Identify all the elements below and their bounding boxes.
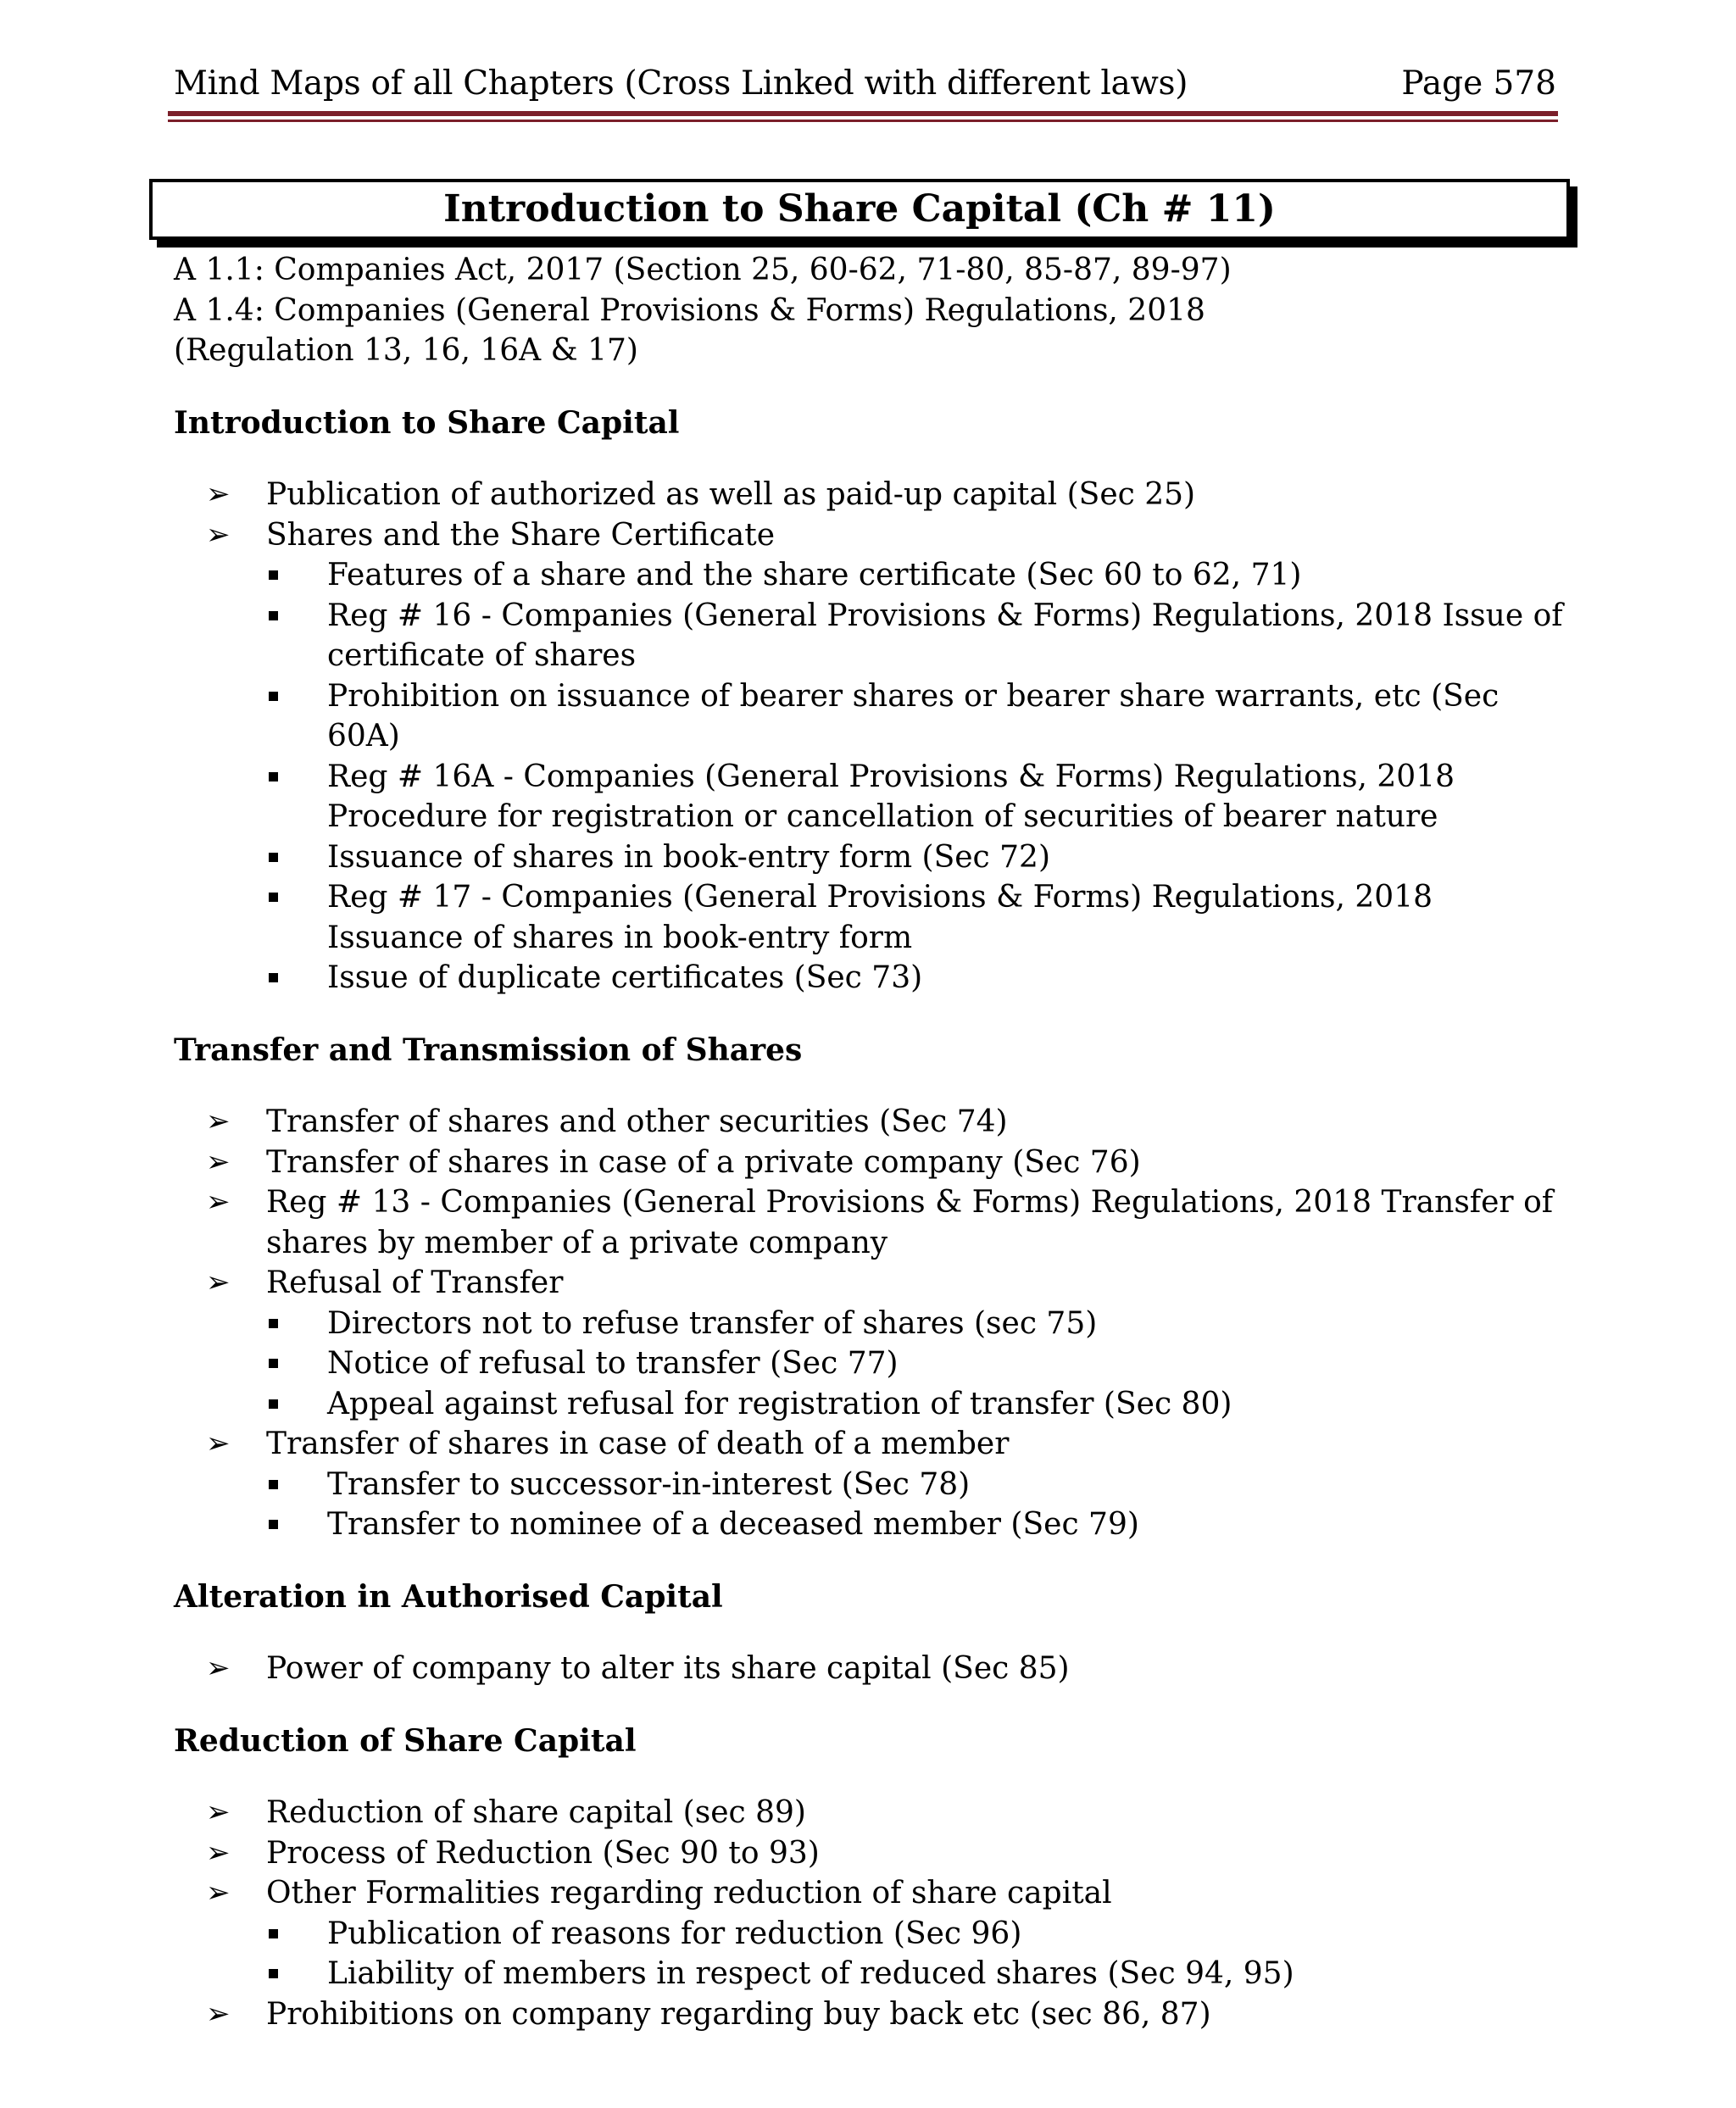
sub-list-item-text: Reg # 17 - Companies (General Provisions & Forms) Regulations, 2018 Issuance of shares in book-entry form <box>327 880 1433 955</box>
list-item <box>174 1833 1564 1874</box>
list-item-text: Transfer of shares and other securities (Sec 74) <box>266 1104 1008 1139</box>
arrow-bullet-icon: ➢ <box>206 1651 231 1685</box>
arrow-bullet-icon: ➢ <box>206 1795 231 1829</box>
list-item-text: Other Formalities regarding reduction of share capital <box>266 1876 1112 1911</box>
sub-list-item <box>174 555 1564 596</box>
section-heading: Alteration in Authorised Capital <box>174 1578 723 1615</box>
bullet-list <box>174 1649 1564 1689</box>
section-heading: Introduction to Share Capital <box>174 404 680 441</box>
list-item <box>174 1102 1564 1143</box>
square-bullet-icon <box>269 570 278 580</box>
list-item-text: Reg # 13 - Companies (General Provisions & Forms) Regulations, 2018 Transfer of shares by member of a private company <box>266 1185 1554 1260</box>
sub-list-item <box>174 676 1564 757</box>
square-bullet-icon <box>269 853 278 862</box>
sub-list-item <box>174 1465 1564 1505</box>
bullet-list <box>174 1793 1564 2034</box>
section <box>174 403 1564 998</box>
sub-list-item <box>174 757 1564 837</box>
list-item <box>174 1793 1564 1833</box>
square-bullet-icon <box>269 1399 278 1409</box>
arrow-bullet-icon: ➢ <box>206 1185 231 1219</box>
arrow-bullet-icon: ➢ <box>206 1104 231 1138</box>
square-bullet-icon <box>269 1480 278 1489</box>
section-heading: Reduction of Share Capital <box>174 1722 637 1759</box>
square-bullet-icon <box>269 692 278 701</box>
list-item <box>174 475 1564 515</box>
list-item-text: Transfer of shares in case of a private company (Sec 76) <box>266 1144 1141 1180</box>
bullet-list <box>174 1102 1564 1545</box>
references <box>174 250 1564 371</box>
arrow-bullet-icon: ➢ <box>206 1876 231 1910</box>
sub-bullet-list <box>266 555 1564 998</box>
list-item-text: Prohibitions on company regarding buy back etc (sec 86, 87) <box>266 1996 1211 2032</box>
reference-line: A 1.4: Companies (General Provisions & Forms) Regulations, 2018 <box>174 292 1205 328</box>
section <box>174 1577 1564 1689</box>
list-item <box>174 1649 1564 1689</box>
square-bullet-icon <box>269 1929 278 1938</box>
sub-list-item-text: Liability of members in respect of reduced shares (Sec 94, 95) <box>327 1956 1294 1991</box>
list-item-text: Process of Reduction (Sec 90 to 93) <box>266 1835 820 1871</box>
arrow-bullet-icon: ➢ <box>206 1144 231 1179</box>
sub-list-item <box>174 1914 1564 1955</box>
sub-list-item-text: Features of a share and the share certificate (Sec 60 to 62, 71) <box>327 558 1302 592</box>
header-rule-thin <box>168 120 1558 122</box>
sub-list-item <box>174 1505 1564 1545</box>
reference-line: A 1.1: Companies Act, 2017 (Section 25, 60-62, 71-80, 85-87, 89-97) <box>174 253 1232 287</box>
list-item-text: Publication of authorized as well as paid-up capital (Sec 25) <box>266 477 1196 512</box>
list-item-text: Refusal of Transfer <box>266 1265 564 1300</box>
arrow-bullet-icon: ➢ <box>206 1427 231 1460</box>
square-bullet-icon <box>269 772 278 781</box>
sub-list-item-text: Prohibition on issuance of bearer shares or bearer share warrants, etc (Sec 60A) <box>327 678 1500 754</box>
sub-list-item-text: Reg # 16A - Companies (General Provisions & Forms) Regulations, 2018 Procedure for registration or cancellation of securities of bearer nature <box>327 759 1455 834</box>
arrow-bullet-icon: ➢ <box>206 477 231 511</box>
sub-list-item <box>174 1384 1564 1425</box>
list-item-text: Reduction of share capital (sec 89) <box>266 1795 806 1830</box>
section <box>174 1721 1564 2035</box>
page-number: Page 578 <box>1401 64 1556 103</box>
square-bullet-icon <box>269 1969 278 1978</box>
list-item <box>174 1143 1564 1183</box>
sub-bullet-list <box>266 1914 1564 1994</box>
sub-list-item-text: Reg # 16 - Companies (General Provisions & Forms) Regulations, 2018 Issue of certificate of shares <box>327 598 1563 673</box>
sub-list-item <box>174 877 1564 958</box>
header-rule-thick <box>168 111 1558 116</box>
list-item <box>174 1994 1564 2035</box>
sub-list-item <box>174 1304 1564 1344</box>
sub-list-item-text: Issue of duplicate certificates (Sec 73) <box>327 960 923 995</box>
list-item <box>174 1424 1564 1545</box>
list-item-text: Transfer of shares in case of death of a member <box>266 1427 1010 1461</box>
sub-list-item <box>174 958 1564 998</box>
sub-list-item-text: Publication of reasons for reduction (Sec 96) <box>327 1916 1022 1951</box>
arrow-bullet-icon: ➢ <box>206 1265 231 1299</box>
square-bullet-icon <box>269 1359 278 1368</box>
arrow-bullet-icon: ➢ <box>206 1835 231 1870</box>
list-item <box>174 515 1564 998</box>
section <box>174 1031 1564 1545</box>
sub-list-item-text: Transfer to successor-in-interest (Sec 78) <box>327 1466 971 1502</box>
sub-list-item <box>174 837 1564 878</box>
sub-list-item-text: Notice of refusal to transfer (Sec 77) <box>327 1346 899 1381</box>
sub-list-item-text: Directors not to refuse transfer of shares (sec 75) <box>327 1305 1098 1341</box>
sub-list-item-text: Issuance of shares in book-entry form (Sec 72) <box>327 839 1050 875</box>
sub-bullet-list <box>266 1465 1564 1545</box>
sub-list-item <box>174 596 1564 676</box>
square-bullet-icon <box>269 893 278 902</box>
sub-list-item-text: Transfer to nominee of a deceased member (Sec 79) <box>327 1507 1139 1542</box>
reference-line: (Regulation 13, 16, 16A & 17) <box>174 333 638 368</box>
list-item-text: Shares and the Share Certificate <box>266 517 775 553</box>
header-title: Mind Maps of all Chapters (Cross Linked with different laws) <box>174 64 1188 103</box>
list-item <box>174 1263 1564 1424</box>
list-item <box>174 1182 1564 1263</box>
arrow-bullet-icon: ➢ <box>206 517 231 552</box>
section-heading: Transfer and Transmission of Shares <box>174 1032 803 1068</box>
square-bullet-icon <box>269 1319 278 1328</box>
square-bullet-icon <box>269 973 278 982</box>
square-bullet-icon <box>269 1520 278 1529</box>
chapter-title-box <box>149 179 1570 240</box>
list-item-text: Power of company to alter its share capital (Sec 85) <box>266 1651 1070 1686</box>
sub-list-item <box>174 1954 1564 1994</box>
sub-list-item-text: Appeal against refusal for registration of transfer (Sec 80) <box>327 1386 1232 1421</box>
sections <box>174 403 1564 2035</box>
list-item <box>174 1873 1564 1994</box>
arrow-bullet-icon: ➢ <box>206 1996 231 2031</box>
sub-list-item <box>174 1343 1564 1384</box>
square-bullet-icon <box>269 611 278 620</box>
document-body <box>174 250 1564 2034</box>
chapter-title: Introduction to Share Capital (Ch # 11) <box>443 187 1276 231</box>
sub-bullet-list <box>266 1304 1564 1425</box>
bullet-list <box>174 475 1564 998</box>
